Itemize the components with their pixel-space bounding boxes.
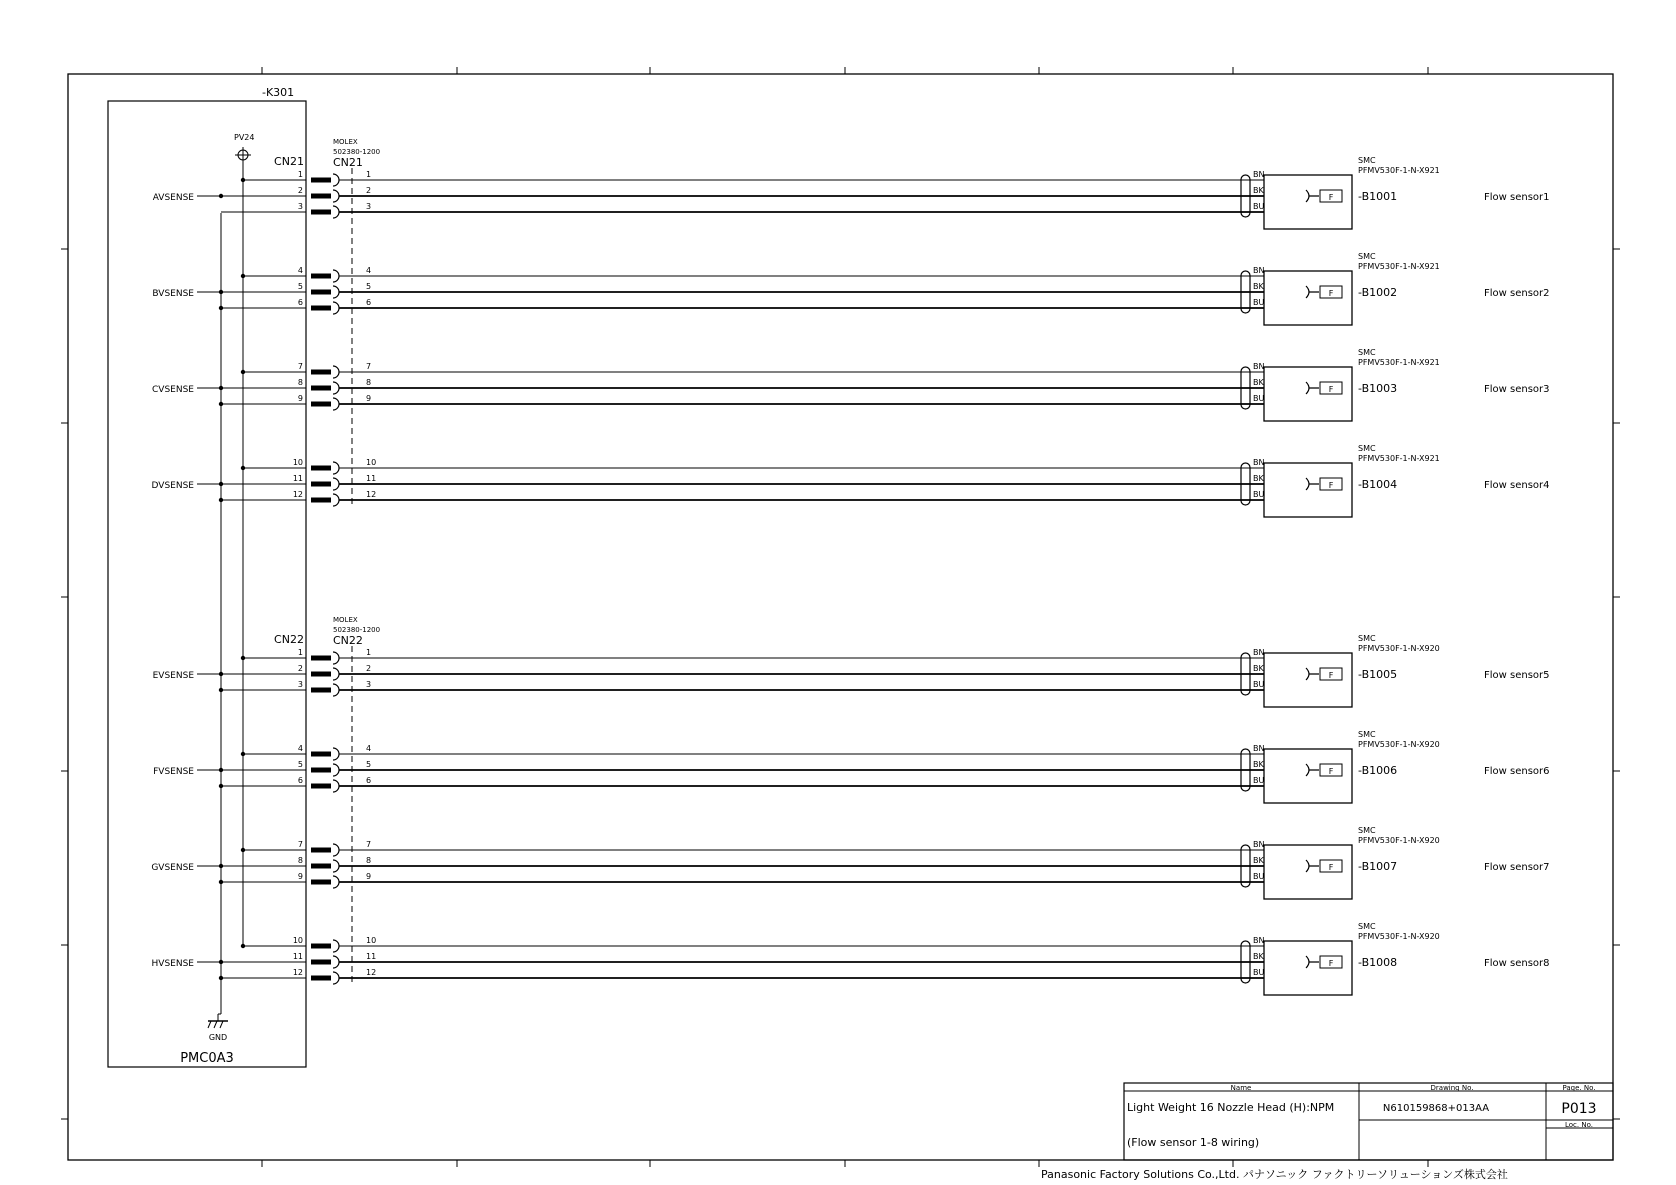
flow-mark: F xyxy=(1328,767,1334,776)
sensor-ref: -B1007 xyxy=(1358,860,1398,873)
sensor-desc: Flow sensor4 xyxy=(1484,480,1550,491)
contact-pin xyxy=(311,498,331,503)
sensor-part: PFMV530F-1-N-X921 xyxy=(1358,454,1440,463)
pin-label-left: 9 xyxy=(297,872,303,881)
contact-socket xyxy=(333,972,339,984)
title-loc-header: Loc. No. xyxy=(1565,1121,1593,1129)
sensor-desc: Flow sensor6 xyxy=(1484,766,1550,777)
sensor-group xyxy=(152,922,1550,995)
junction-dot xyxy=(241,274,245,278)
wire-color-label: BN xyxy=(1253,362,1265,371)
sensor-ref: -B1004 xyxy=(1358,478,1398,491)
pin-label-right: 3 xyxy=(366,680,372,689)
flow-mark: F xyxy=(1328,863,1334,872)
contact-socket xyxy=(333,462,339,474)
sensor-maker: SMC xyxy=(1358,634,1376,643)
pin-label-right: 8 xyxy=(366,378,372,387)
sensor-ref: -B1005 xyxy=(1358,668,1398,681)
pin-label-right: 3 xyxy=(366,202,372,211)
contact-socket xyxy=(333,366,339,378)
contact-socket xyxy=(333,684,339,696)
wire-color-label: BU xyxy=(1253,490,1265,499)
pin-label-left: 7 xyxy=(297,362,303,371)
sensor-groups xyxy=(151,156,1549,995)
pin-label-right: 2 xyxy=(366,186,372,195)
pin-label-right: 5 xyxy=(366,282,372,291)
wire-color-label: BK xyxy=(1253,856,1264,865)
pin-label-right: 11 xyxy=(366,474,377,483)
flow-mark: F xyxy=(1328,481,1334,490)
contact-pin xyxy=(311,672,331,677)
pin-label-right: 2 xyxy=(366,664,372,673)
contact-socket xyxy=(333,748,339,760)
wire-color-label: BN xyxy=(1253,936,1265,945)
wire-color-label: BU xyxy=(1253,872,1265,881)
contact-pin xyxy=(311,944,331,949)
junction-dot xyxy=(219,306,223,310)
junction-dot xyxy=(219,498,223,502)
sensor-desc: Flow sensor7 xyxy=(1484,862,1550,873)
pin-label-left: 10 xyxy=(292,936,303,945)
junction-dot xyxy=(219,672,223,676)
contact-pin xyxy=(311,976,331,981)
sensor-ref: -B1003 xyxy=(1358,382,1398,395)
sensor-maker: SMC xyxy=(1358,826,1376,835)
wire-color-label: BU xyxy=(1253,298,1265,307)
sensor-group xyxy=(152,444,1550,517)
signal-label: HVSENSE xyxy=(151,959,194,969)
junction-dot xyxy=(219,482,223,486)
junction-dot xyxy=(219,976,223,980)
pin-label-left: 10 xyxy=(292,458,303,467)
sensor-part: PFMV530F-1-N-X921 xyxy=(1358,262,1440,271)
sensor-ref: -B1002 xyxy=(1358,286,1398,299)
pin-label-right: 8 xyxy=(366,856,372,865)
sensor-ref: -B1008 xyxy=(1358,956,1398,969)
title-drawing-header: Drawing No. xyxy=(1430,1084,1474,1092)
junction-dot xyxy=(241,466,245,470)
wire-color-label: BK xyxy=(1253,760,1264,769)
signal-label: CVSENSE xyxy=(152,385,194,395)
pin-label-left: 1 xyxy=(297,170,303,179)
junction-dot xyxy=(219,768,223,772)
contact-socket xyxy=(333,286,339,298)
pin-label-right: 11 xyxy=(366,952,377,961)
junction-dot xyxy=(241,656,245,660)
sensor-part: PFMV530F-1-N-X920 xyxy=(1358,644,1440,653)
connector-2-part: 502380-1200 xyxy=(333,626,381,634)
sensor-desc: Flow sensor3 xyxy=(1484,384,1550,395)
pin-label-right: 6 xyxy=(366,298,372,307)
sensor-part: PFMV530F-1-N-X920 xyxy=(1358,740,1440,749)
pin-label-left: 2 xyxy=(297,664,303,673)
pin-label-right: 5 xyxy=(366,760,372,769)
sensor-group xyxy=(152,348,1550,421)
signal-label: EVSENSE xyxy=(152,671,194,681)
wire-color-label: BU xyxy=(1253,202,1265,211)
drawing-frame xyxy=(61,67,1620,1167)
contact-pin xyxy=(311,194,331,199)
contact-socket xyxy=(333,652,339,664)
contact-socket xyxy=(333,302,339,314)
pin-label-left: 1 xyxy=(297,648,303,657)
sensor-maker: SMC xyxy=(1358,348,1376,357)
contact-socket xyxy=(333,206,339,218)
connector-2-mate: CN22 xyxy=(333,634,363,647)
sensor-group xyxy=(151,826,1549,899)
pin-label-left: 8 xyxy=(297,378,303,387)
pin-label-right: 4 xyxy=(366,744,372,753)
title-line-2: (Flow sensor 1-8 wiring) xyxy=(1127,1136,1260,1149)
signal-label: FVSENSE xyxy=(153,767,194,777)
pin-label-left: 4 xyxy=(297,266,303,275)
connector-1-name: CN21 xyxy=(274,155,304,168)
sensor-maker: SMC xyxy=(1358,730,1376,739)
contact-socket xyxy=(333,174,339,186)
contact-socket xyxy=(333,780,339,792)
contact-socket xyxy=(333,844,339,856)
module-ref: -K301 xyxy=(262,86,295,99)
pin-label-right: 7 xyxy=(366,840,372,849)
wire-color-label: BU xyxy=(1253,968,1265,977)
junction-dot xyxy=(219,880,223,884)
sensor-ref: -B1001 xyxy=(1358,190,1398,203)
contact-pin xyxy=(311,848,331,853)
sensor-ref: -B1006 xyxy=(1358,764,1398,777)
contact-socket xyxy=(333,860,339,872)
sensor-desc: Flow sensor1 xyxy=(1484,192,1550,203)
pin-label-left: 6 xyxy=(297,298,303,307)
pin-label-left: 5 xyxy=(297,760,303,769)
contact-socket xyxy=(333,940,339,952)
junction-dot xyxy=(219,688,223,692)
contact-pin xyxy=(311,210,331,215)
sensor-maker: SMC xyxy=(1358,156,1376,165)
signal-label: GVSENSE xyxy=(151,863,194,873)
sensor-group xyxy=(153,730,1549,803)
wire-color-label: BN xyxy=(1253,170,1265,179)
pin-label-left: 3 xyxy=(297,680,303,689)
contact-pin xyxy=(311,386,331,391)
signal-label: DVSENSE xyxy=(151,481,194,491)
sensor-part: PFMV530F-1-N-X920 xyxy=(1358,836,1440,845)
pin-label-right: 10 xyxy=(366,458,377,467)
pin-label-left: 7 xyxy=(297,840,303,849)
contact-pin xyxy=(311,402,331,407)
junction-dot xyxy=(219,864,223,868)
contact-pin xyxy=(311,290,331,295)
page-number: P013 xyxy=(1561,1101,1597,1117)
power-supply-label: PV24 xyxy=(234,133,255,142)
wire-color-label: BK xyxy=(1253,664,1264,673)
wire-color-label: BN xyxy=(1253,840,1265,849)
pin-label-right: 4 xyxy=(366,266,372,275)
sensor-maker: SMC xyxy=(1358,444,1376,453)
contact-pin xyxy=(311,864,331,869)
wire-color-label: BU xyxy=(1253,680,1265,689)
wire-color-label: BK xyxy=(1253,378,1264,387)
contact-pin xyxy=(311,752,331,757)
contact-socket xyxy=(333,876,339,888)
wire-color-label: BN xyxy=(1253,648,1265,657)
contact-socket xyxy=(333,270,339,282)
pin-label-right: 10 xyxy=(366,936,377,945)
wire-color-label: BU xyxy=(1253,776,1265,785)
title-page-header: Page. No. xyxy=(1562,1084,1596,1092)
contact-pin xyxy=(311,466,331,471)
contact-socket xyxy=(333,478,339,490)
wire-color-label: BK xyxy=(1253,186,1264,195)
contact-pin xyxy=(311,880,331,885)
title-line-1: Light Weight 16 Nozzle Head (H):NPM xyxy=(1127,1101,1335,1114)
contact-socket xyxy=(333,668,339,680)
drawing-number: N610159868+013AA xyxy=(1382,1103,1490,1114)
junction-dot xyxy=(219,290,223,294)
pin-label-right: 9 xyxy=(366,394,372,403)
sensor-part: PFMV530F-1-N-X921 xyxy=(1358,358,1440,367)
contact-pin xyxy=(311,178,331,183)
pin-label-left: 3 xyxy=(297,202,303,211)
pin-label-left: 11 xyxy=(292,474,303,483)
contact-socket xyxy=(333,494,339,506)
pin-label-right: 1 xyxy=(366,170,372,179)
contact-socket xyxy=(333,764,339,776)
contact-socket xyxy=(333,382,339,394)
contact-pin xyxy=(311,688,331,693)
sensor-maker: SMC xyxy=(1358,252,1376,261)
flow-mark: F xyxy=(1328,959,1334,968)
connector-2-vendor: MOLEX xyxy=(333,616,358,624)
ground-label: GND xyxy=(208,1033,228,1042)
wire-color-label: BK xyxy=(1253,474,1264,483)
pin-label-right: 6 xyxy=(366,776,372,785)
pin-label-left: 11 xyxy=(292,952,303,961)
contact-pin xyxy=(311,768,331,773)
contact-socket xyxy=(333,190,339,202)
contact-pin xyxy=(311,306,331,311)
pin-label-right: 12 xyxy=(366,968,377,977)
module-name: PMC0A3 xyxy=(180,1051,234,1066)
junction-dot xyxy=(241,944,245,948)
flow-mark: F xyxy=(1328,671,1334,680)
contact-pin xyxy=(311,656,331,661)
connector-1-part: 502380-1200 xyxy=(333,148,381,156)
junction-dot xyxy=(241,848,245,852)
sensor-maker: SMC xyxy=(1358,922,1376,931)
contact-socket xyxy=(333,956,339,968)
flow-mark: F xyxy=(1328,193,1334,202)
pin-label-left: 2 xyxy=(297,186,303,195)
junction-dot xyxy=(219,402,223,406)
contact-pin xyxy=(311,370,331,375)
junction-dot xyxy=(219,960,223,964)
pin-label-left: 5 xyxy=(297,282,303,291)
sensor-part: PFMV530F-1-N-X921 xyxy=(1358,166,1440,175)
pin-label-left: 8 xyxy=(297,856,303,865)
junction-dot xyxy=(219,784,223,788)
pin-label-left: 9 xyxy=(297,394,303,403)
signal-label: BVSENSE xyxy=(152,289,194,299)
contact-pin xyxy=(311,784,331,789)
pin-label-right: 1 xyxy=(366,648,372,657)
wire-color-label: BN xyxy=(1253,744,1265,753)
wire-color-label: BU xyxy=(1253,394,1265,403)
contact-pin xyxy=(311,274,331,279)
flow-mark: F xyxy=(1328,289,1334,298)
pin-label-left: 4 xyxy=(297,744,303,753)
signal-label: AVSENSE xyxy=(152,193,194,203)
junction-dot xyxy=(241,370,245,374)
wire-color-label: BN xyxy=(1253,458,1265,467)
sensor-part: PFMV530F-1-N-X920 xyxy=(1358,932,1440,941)
contact-pin xyxy=(311,482,331,487)
junction-dot xyxy=(241,752,245,756)
junction-dot xyxy=(219,194,223,198)
wire-color-label: BK xyxy=(1253,282,1264,291)
pin-label-left: 12 xyxy=(292,490,303,499)
module-box xyxy=(108,101,306,1067)
pin-label-right: 12 xyxy=(366,490,377,499)
sensor-desc: Flow sensor2 xyxy=(1484,288,1550,299)
pin-label-right: 7 xyxy=(366,362,372,371)
connector-2-name: CN22 xyxy=(274,633,304,646)
wire-color-label: BN xyxy=(1253,266,1265,275)
connector-1-vendor: MOLEX xyxy=(333,138,358,146)
junction-dot xyxy=(241,178,245,182)
bus-lines xyxy=(218,160,243,1021)
pin-label-left: 12 xyxy=(292,968,303,977)
pin-label-right: 9 xyxy=(366,872,372,881)
title-name-header: Name xyxy=(1230,1084,1252,1092)
wire-color-label: BK xyxy=(1253,952,1264,961)
flow-mark: F xyxy=(1328,385,1334,394)
contact-socket xyxy=(333,398,339,410)
sensor-group xyxy=(152,252,1549,325)
company-name: Panasonic Factory Solutions Co.,Ltd. パナソニック ファクトリーソリューションズ株式会社 xyxy=(1041,1168,1508,1181)
junction-dot xyxy=(219,386,223,390)
ground-icon xyxy=(208,1021,228,1028)
contact-pin xyxy=(311,960,331,965)
sensor-desc: Flow sensor5 xyxy=(1484,670,1550,681)
connector-1-mate: CN21 xyxy=(333,156,363,169)
sensor-desc: Flow sensor8 xyxy=(1484,958,1550,969)
pin-label-left: 6 xyxy=(297,776,303,785)
